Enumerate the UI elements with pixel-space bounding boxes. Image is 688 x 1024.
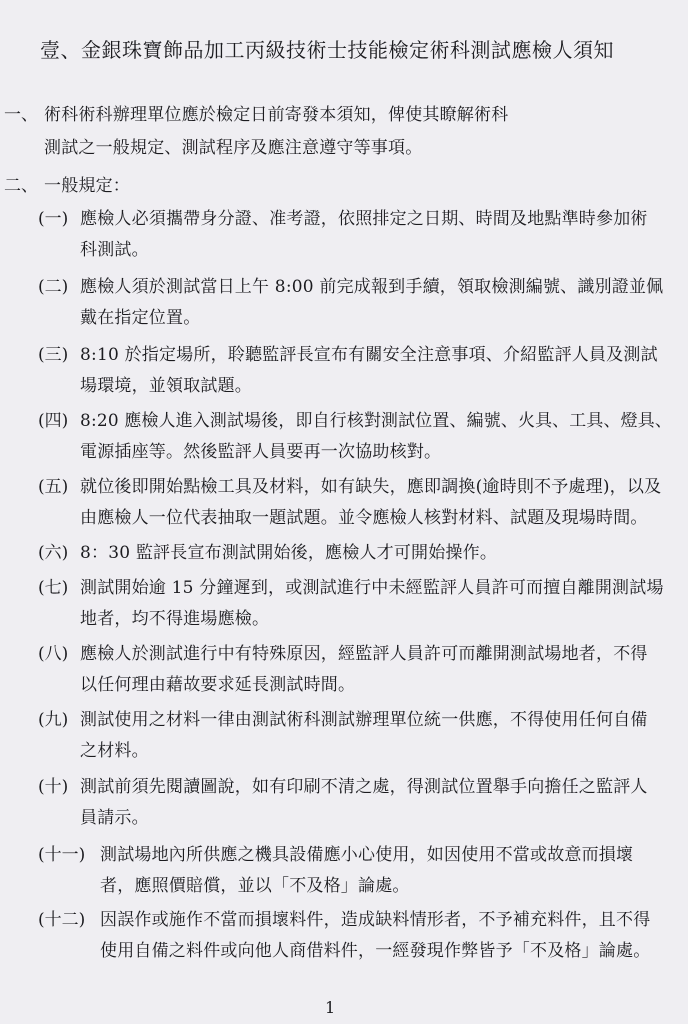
item-6-marker: (六) bbox=[38, 543, 69, 563]
item-2-line-2: 戴在指定位置。 bbox=[80, 308, 201, 328]
item-12-marker: (十二) bbox=[38, 910, 86, 930]
item-3-line-1: 8:10 於指定場所，聆聽監評長宣布有關安全注意事項、介紹監評人員及測試 bbox=[80, 345, 658, 365]
item-9-marker: (九) bbox=[38, 710, 69, 730]
item-7-marker: (七) bbox=[38, 578, 69, 598]
item-8-marker: (八) bbox=[38, 644, 69, 664]
item-11-marker: (十一) bbox=[38, 845, 86, 865]
item-12-line-1: 因誤作或施作不當而損壞料件，造成缺料情形者，不予補充料件，且不得 bbox=[100, 910, 651, 930]
item-8-line-2: 以任何理由藉故要求延長測試時間。 bbox=[80, 675, 356, 695]
item-2-line-1: 應檢人須於測試當日上午 8:00 前完成報到手續，領取檢測編號、識別證並佩 bbox=[80, 277, 664, 297]
item-2-marker: (二) bbox=[38, 277, 69, 297]
item-1-marker: (一) bbox=[38, 209, 69, 229]
item-5-line-2: 由應檢人一位代表抽取一題試題。並令應檢人核對材料、試題及現場時間。 bbox=[80, 508, 648, 528]
item-1-line-2: 科測試。 bbox=[80, 240, 149, 260]
item-6-line-1: 8：30 監評長宣布測試開始後，應檢人才可開始操作。 bbox=[80, 543, 498, 563]
item-4-line-2: 電源插座等。然後監評人員要再一次協助核對。 bbox=[80, 442, 442, 462]
item-11-line-2: 者，應照價賠償，並以「不及格」論處。 bbox=[100, 876, 410, 896]
item-10-marker: (十) bbox=[38, 777, 69, 797]
document-title: 壹、金銀珠寶飾品加工丙級技術士技能檢定術科測試應檢人須知 bbox=[40, 38, 614, 62]
item-4-marker: (四) bbox=[38, 411, 69, 431]
item-1-line-1: 應檢人必須攜帶身分證、准考證，依照排定之日期、時間及地點準時參加術 bbox=[80, 209, 648, 229]
item-5-line-1: 就位後即開始點檢工具及材料，如有缺失，應即調換(逾時則不予處理)，以及 bbox=[80, 477, 662, 497]
page-number: 1 bbox=[325, 998, 336, 1017]
item-5-marker: (五) bbox=[38, 477, 69, 497]
item-8-line-1: 應檢人於測試進行中有特殊原因，經監評人員許可而離開測試場地者，不得 bbox=[80, 644, 648, 664]
item-7-line-1: 測試開始逾 15 分鐘遲到，或測試進行中未經監評人員許可而擅自離開測試場 bbox=[80, 578, 664, 598]
item-12-line-2: 使用自備之料件或向他人商借料件，一經發現作弊皆予「不及格」論處。 bbox=[100, 941, 651, 961]
section-2-marker: 二、 bbox=[4, 176, 38, 196]
item-3-line-2: 場環境，並領取試題。 bbox=[80, 376, 252, 396]
section-1-line-2: 測試之一般規定、測試程序及應注意遵守等事項。 bbox=[44, 138, 423, 158]
item-7-line-2: 地者，均不得進場應檢。 bbox=[80, 609, 270, 629]
item-3-marker: (三) bbox=[38, 345, 69, 365]
item-11-line-1: 測試場地內所供應之機具設備應小心使用，如因使用不當或故意而損壞 bbox=[100, 845, 634, 865]
section-1-line-1: 術科術科辦理單位應於檢定日前寄發本須知，俾使其瞭解術科 bbox=[44, 105, 509, 125]
section-1-marker: 一、 bbox=[4, 105, 38, 125]
item-10-line-2: 員請示。 bbox=[80, 808, 149, 828]
item-10-line-1: 測試前須先閱讀圖說，如有印刷不清之處，得測試位置舉手向擔任之監評人 bbox=[80, 777, 648, 797]
item-9-line-2: 之材料。 bbox=[80, 741, 149, 761]
item-4-line-1: 8:20 應檢人進入測試場後，即自行核對測試位置、編號、火具、工具、燈具、 bbox=[80, 411, 672, 431]
section-2-heading: 一般規定： bbox=[44, 176, 130, 196]
item-9-line-1: 測試使用之材料一律由測試術科測試辦理單位統一供應，不得使用任何自備 bbox=[80, 710, 648, 730]
